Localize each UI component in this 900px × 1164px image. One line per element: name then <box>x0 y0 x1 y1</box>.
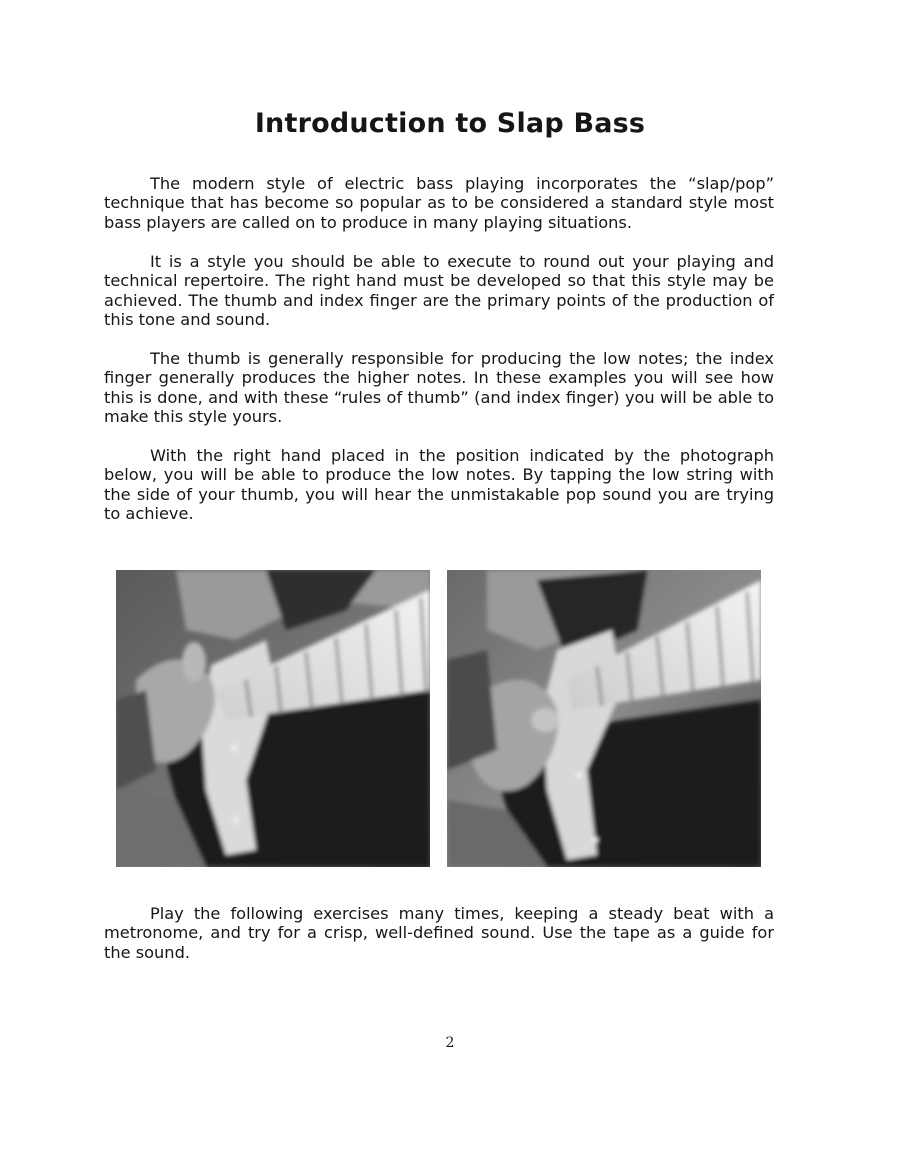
page-number: 2 <box>445 1035 455 1051</box>
bass-guitar-hand-photo-icon <box>447 570 761 867</box>
paragraph-intro: The modern style of electric bass playing incorporates the “slap/pop” technique that has become so popular as to be considered a standard style most bass players are called on to produce in many playing situations. <box>104 174 774 232</box>
photo-thumb-slap <box>116 570 430 867</box>
photo-index-pop <box>447 570 761 867</box>
paragraph-hand-position: With the right hand placed in the position indicated by the photograph below, you will be able to produce the low notes. By tapping the low string with the side of your thumb, you will hear the unmistakable pop sound you are trying to achieve. <box>104 446 774 524</box>
paragraph-thumb-index: The thumb is generally responsible for producing the low notes; the index finger generally produces the higher notes. In these examples you will see how this is done, and with these “rules of thumb” (and index finger) you will be able to make this style yours. <box>104 349 774 427</box>
paragraph-repertoire: It is a style you should be able to execute to round out your playing and technical repertoire. The right hand must be developed so that this style may be achieved. The thumb and index finger are the primary points of the production of this tone and sound. <box>104 252 774 330</box>
page-title: Introduction to Slap Bass <box>254 108 646 139</box>
paragraph-exercises: Play the following exercises many times, keeping a steady beat with a metronome, and try for a crisp, well-defined sound. Use the tape as a guide for the sound. <box>104 904 774 962</box>
bass-guitar-hand-photo-icon <box>116 570 430 867</box>
